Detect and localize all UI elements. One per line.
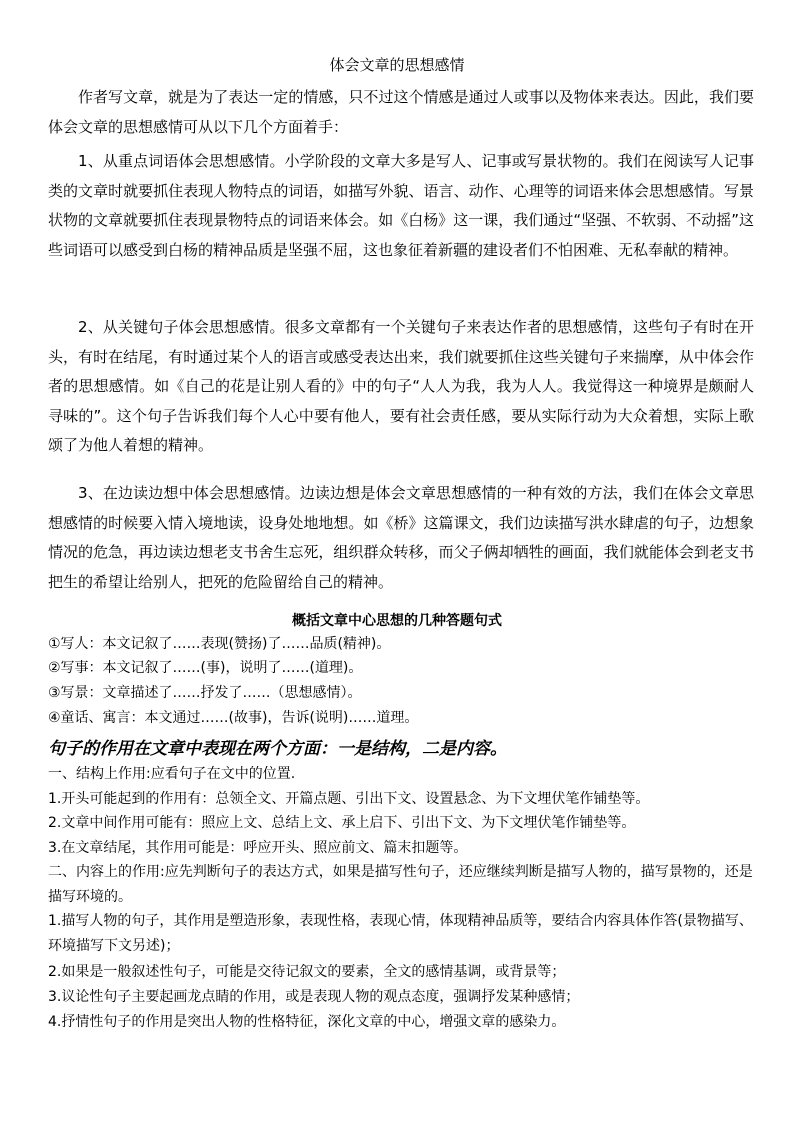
structure-line-2: 1.开头可能起到的作用有：总领全文、开篇点题、引出下文、设置悬念、为下文埋伏笔作铺垫等。 — [48, 791, 650, 807]
structure-line-4: 3.在文章结尾，其作用可能是：呼应开头、照应前文、篇末扣题等。 — [48, 840, 468, 856]
point-paragraph-1: 1、从重点词语体会思想感情。小学阶段的文章大多是写人、记事或写景状物的。我们在阅读写人记事类的文章时就要抓住表现人物特点的词语，如描写外貌、语言、动作、心理等的词语来体会思想感情。写景状物的文章就要抓住表现景物特点的词语来体会。如《白杨》这一课，我们通过“坚强、不软弱、不动摇”这些词语可以感受到白杨的精神品质是坚强不屈，这也象征着新疆的建设者们不怕困难、无私奉献的精神。 — [48, 152, 754, 259]
sentence-function-heading: 句子的作用在文章中表现在两个方面：一是结构，二是内容。 — [48, 739, 507, 759]
content-intro: 二、内容上的作用:应先判断句子的表达方式，如果是描写性句子，还应继续判断是描写人物的，描写景物的，还是描写环境的。 — [48, 864, 753, 905]
content-item-3: 3.议论性句子主要起画龙点睛的作用，或是表现人物的观点态度，强调抒发某种感情； — [48, 989, 580, 1005]
summary-item-3: ③写景：文章描述了……抒发了……（思想感情）。 — [48, 685, 362, 701]
content-item-2: 2.如果是一般叙述性句子，可能是交待记叙文的要素，全文的感情基调，或背景等； — [48, 964, 566, 980]
summary-item-1: ①写人：本文记叙了……表现(赞扬)了……品质(精神)。 — [48, 636, 391, 652]
structure-line-3: 2.文章中间作用可能有：照应上文、总结上文、承上启下、引出下文、为下文埋伏笔作铺垫等。 — [48, 815, 636, 831]
intro-paragraph: 作者写文章，就是为了表达一定的情感，只不过这个情感是通过人或事以及物体来表达。因此，我们要体会文章的思想感情可从以下几个方面着手： — [48, 88, 754, 136]
summary-title: 概括文章中心思想的几种答题句式 — [292, 613, 502, 629]
point-paragraph-2: 2、从关键句子体会思想感情。很多文章都有一个关键句子来表达作者的思想感情，这些句子有时在开头，有时在结尾，有时通过某个人的语言或感受表达出来，我们就要抓住这些关键句子来揣摩，从中体会作者的思想感情。如《自己的花是让别人看的》中的句子“人人为我，我为人人。我觉得这一种境界是颇耐人寻味的”。这个句子告诉我们每个人心中要有他人，要有社会责任感，要从实际行动为大众着想，实际上歌颂了为他人着想的精神。 — [48, 318, 754, 454]
content-item-1: 1.描写人物的句子，其作用是塑造形象，表现性格，表现心情，体现精神品质等，要结合内容具体作答(景物描写、环境描写下文另述)； — [48, 913, 753, 954]
point-paragraph-3: 3、在边读边想中体会思想感情。边读边想是体会文章思想感情的一种有效的方法，我们在体会文章思想感情的时候要入情入境地读，设身处地地想。如《桥》这篇课文，我们边读描写洪水肆虐的句子，边想象情况的危急，再边读边想老支书舍生忘死，组织群众转移，而父子俩却牺牲的画面，我们就能体会到老支书把生的希望让给别人，把死的危险留给自己的精神。 — [48, 484, 754, 591]
summary-item-4: ④童话、寓言：本文通过……(故事)，告诉(说明)……道理。 — [48, 710, 419, 726]
summary-item-2: ②写事：本文记叙了……(事)，说明了……(道理)。 — [48, 660, 363, 676]
content-item-4: 4.抒情性句子的作用是突出人物的性格特征，深化文章的中心，增强文章的感染力。 — [48, 1014, 566, 1030]
structure-line-1: 一、结构上作用:应看句子在文中的位置. — [48, 766, 296, 782]
page-title: 体会文章的思想感情 — [329, 56, 465, 74]
